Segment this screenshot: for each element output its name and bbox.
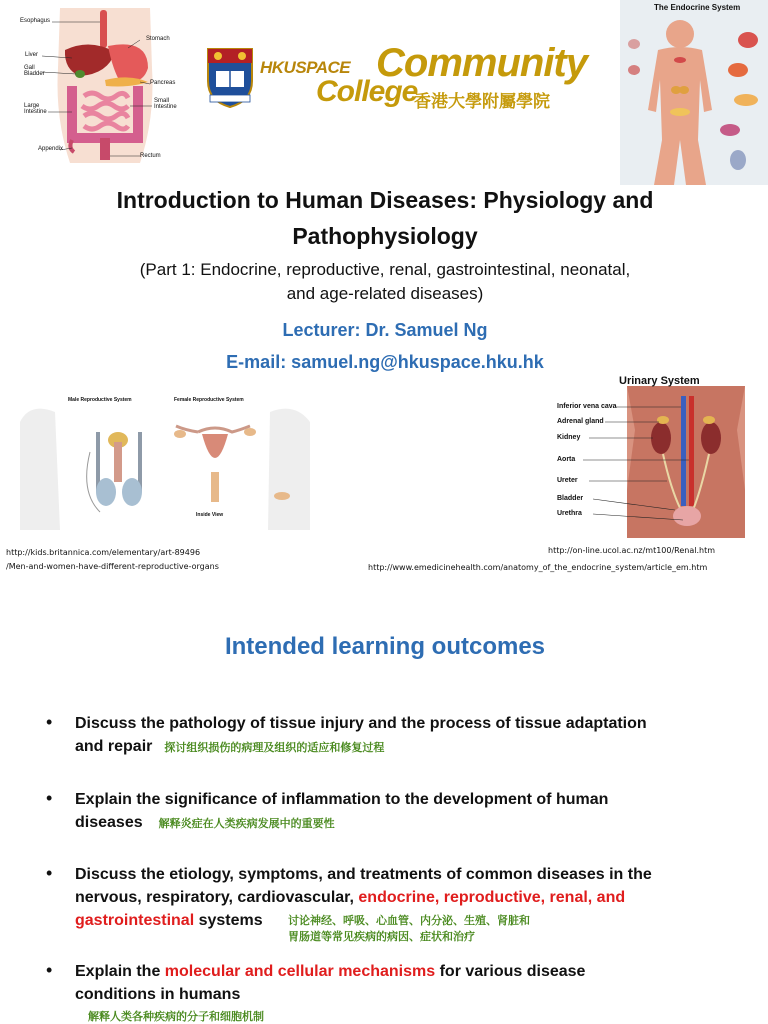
lecture-subtitle-line2: and age-related diseases) (286, 284, 484, 303)
outcome-3-line2-plain: nervous, respiratory, cardiovascular, (75, 889, 359, 906)
logo-hkuspace-text: HKUSPACE (260, 58, 351, 77)
rectum-label: Rectum (140, 153, 161, 159)
source-url-ucol: http://on-line.ucol.ac.nz/mt100/Renal.htm (548, 546, 716, 555)
female-system-title: Female Reproductive System (174, 397, 244, 403)
outcome-4-line1-plain2: for various disease (435, 963, 586, 980)
lecture-title (40, 182, 730, 254)
reproductive-system-drawing (20, 392, 310, 530)
source-url-emedicinehealth: http://www.emedicinehealth.com/anatomy_of_the_endocrine_system/article_em.htm (368, 563, 708, 572)
outcome-4-line1 (75, 960, 725, 983)
urinary-system-drawing (555, 370, 768, 538)
bullet-3: • (46, 863, 53, 883)
lecture-subtitle (40, 258, 730, 306)
outcome-2-chinese: 解释炎症在人类疾病发展中的重要性 (158, 818, 335, 830)
outcome-4-chinese: 解释人类各种疾病的分子和细胞机制 (88, 1011, 264, 1023)
lecture-subtitle-line1: (Part 1: Endocrine, reproductive, renal, gastrointestinal, neonatal, (139, 260, 631, 279)
inferior-vena-cava-label: Inferior vena cava (557, 403, 617, 410)
lecture-title-line1: Introduction to Human Diseases: Physiology and (116, 187, 654, 213)
bullet-4: • (46, 960, 53, 980)
small-intestine-label: Small Intestine (154, 98, 177, 110)
logo-chinese-text: 香港大學附屬學院 (414, 92, 550, 111)
outcome-4-line1-highlight: molecular and cellular mechanisms (164, 963, 436, 980)
outcome-4-line1-plain: Explain the (75, 963, 165, 980)
outcome-1-line2 (75, 735, 725, 760)
kidney-label: Kidney (557, 434, 581, 441)
adrenal-gland-label: Adrenal gland (557, 418, 604, 425)
learning-outcome-2 (75, 788, 725, 836)
urethra-label: Urethra (557, 510, 582, 517)
bullet-1: • (46, 712, 53, 732)
lecture-title-line2: Pathophysiology (292, 223, 478, 249)
outcome-1-line2-text: and repair (75, 738, 153, 755)
bladder-label: Bladder (557, 495, 584, 502)
aorta-label: Aorta (557, 456, 576, 463)
liver-label: Liver (25, 52, 39, 58)
inside-view-label: Inside View (196, 512, 224, 518)
source-url-britannica-path: /Men-and-women-have-different-reproductive-organs (6, 562, 219, 571)
outcome-2-line1: Explain the significance of inflammation to the development of human (75, 791, 609, 808)
outcome-4-line2: conditions in humans (75, 986, 241, 1003)
endocrine-body-drawing (620, 0, 768, 185)
gall-bladder-label: Gall Bladder (24, 65, 45, 77)
ureter-label: Ureter (557, 477, 578, 484)
male-system-title: Male Reproductive System (68, 397, 132, 403)
logo-college-text: College (316, 75, 418, 108)
outcome-3-line3-plain: systems (194, 912, 263, 929)
outcome-3-line2 (75, 886, 725, 909)
pancreas-label: Pancreas (150, 80, 176, 86)
outcome-1-chinese: 探讨组织损伤的病理及组织的适应和修复过程 (164, 742, 385, 754)
outcome-3-line1: Discuss the etiology, symptoms, and treatments of common diseases in the (75, 866, 652, 883)
source-url-britannica: http://kids.britannica.com/elementary/art-89496 (6, 548, 201, 557)
outcome-1-line1: Discuss the pathology of tissue injury and the process of tissue adaptation (75, 715, 647, 732)
appendix-label: Appendix (38, 146, 64, 152)
large-intestine-label: Large Intestine (24, 103, 47, 115)
digestive-system-illustration (20, 8, 190, 163)
lecturer-email: E-mail: samuel.ng@hkuspace.hku.hk (226, 352, 544, 372)
logo-community-text: Community (376, 41, 587, 85)
outcome-3-line3-highlight: gastrointestinal (75, 912, 195, 929)
outcome-3-chinese-line1: 讨论神经、呼吸、心血管、内分泌、生殖、肾脏和 (288, 915, 530, 927)
university-crest-icon (204, 45, 256, 109)
urinary-system-title: Urinary System (619, 375, 700, 387)
endocrine-system-illustration (620, 0, 768, 185)
lecturer-name: Lecturer: Dr. Samuel Ng (282, 320, 488, 340)
stomach-label: Stomach (146, 36, 170, 42)
outcome-2-line2 (75, 811, 725, 836)
learning-outcomes-heading: Intended learning outcomes (224, 633, 546, 660)
reproductive-system-illustration (20, 392, 310, 530)
esophagus-label: Esophagus (20, 18, 51, 24)
learning-outcome-1 (75, 712, 725, 760)
urinary-system-illustration (555, 370, 768, 538)
bullet-2: • (46, 788, 53, 808)
outcome-3-chinese-line2: 胃肠道等常见疾病的病因、症状和治疗 (288, 931, 475, 943)
learning-outcome-4 (75, 960, 725, 1006)
hkuspace-community-college-logo (204, 41, 594, 111)
endocrine-system-title: The Endocrine System (654, 3, 741, 12)
outcome-2-line2-text: diseases (75, 814, 143, 831)
outcome-3-line2-highlight: endocrine, reproductive, renal, and (358, 889, 626, 906)
